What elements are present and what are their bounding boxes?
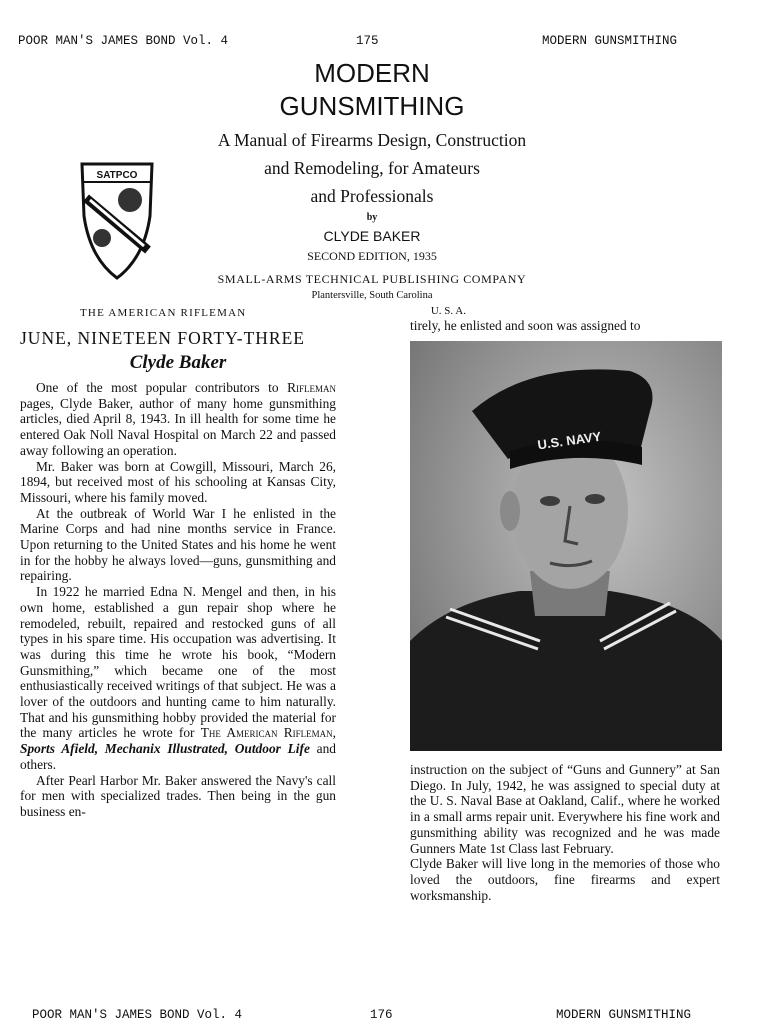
by-line: by <box>366 212 378 223</box>
book-title-line2: GUNSMITHING <box>279 91 465 121</box>
mechanix-ref: Mechanix Illustrated, Outdoor Life <box>104 741 310 757</box>
publisher-logo <box>78 158 156 282</box>
paragraph-2: Mr. Baker was born at Cowgill, Missouri, March 26, 1894, but received most of his schooling at Kansas City, Missouri, where his family moved. <box>20 458 336 505</box>
footer-page-number: 176 <box>370 1008 393 1022</box>
header-page-number: 175 <box>356 34 379 48</box>
book-publisher: SMALL-ARMS TECHNICAL PUBLISHING COMPANY <box>217 272 527 286</box>
header-chapter: MODERN GUNSMITHING <box>542 34 678 48</box>
book-subtitle-line2: and Remodeling, for Amateurs <box>264 158 480 178</box>
paragraph-4-start: In 1922 he married Edna N. Mengel and then, in his own home, established a gun repair shop where he remodeled, rebuilt, repaired and restocked guns of all types in his spare time. His occupation was advertising. It was during this time he wrote his book, “Modern Gunsmithing,” which became one of the most enthusiastically received writings of that subject. He was a lover of the outdoors and hunting came to him naturally. That and his gunsmithing hobby provided the material for the many articles he wrote for <box>20 584 336 741</box>
book-subtitle-line3: and Professionals <box>310 186 434 206</box>
paragraph-6: instruction on the subject of “Guns and Gunnery” at San Diego. In July, 1942, he was assigned to special duty at the U. S. Naval Base at Oakland, Calif., where he worked in a small arms repair unit. Everywhere his fine work and gunsmithing ability was recognized and he was made Gunners Mate 1st Class last February. <box>410 762 720 856</box>
paragraph-1-start: One of the most popular contributors to <box>36 380 288 395</box>
cap-text: U.S. NAVY <box>536 428 603 453</box>
header-series: POOR MAN'S JAMES BOND Vol. 4 <box>18 34 229 48</box>
paragraph-1 <box>20 380 336 459</box>
paragraph-4: In 1922 he married Edna N. Mengel and then, in his own home, established a gun repair shop where he remodeled, rebuilt, repaired and restocked guns of all types in his spare time. His occupation was advertising. It was during this time he wrote his book, “Modern Gunsmithing,” which became one of the most enthusiastically received writings of that subject. He was a lover of the outdoors and hunting came to him naturally. That and his gunsmithing hobby provided the material for the many articles he wrote for The American Rifleman, Sports Afield, Mechanix Illustrated, Outdoor Life and others. <box>20 584 336 772</box>
article-heading: Clyde Baker <box>129 352 227 373</box>
book-city: Plantersville, South Carolina <box>311 290 433 301</box>
footer-chapter: MODERN GUNSMITHING <box>556 1008 692 1022</box>
article-column-right <box>410 762 720 903</box>
article-date: JUNE, NINETEEN FORTY-THREE <box>20 328 305 348</box>
book-edition: SECOND EDITION, 1935 <box>307 249 437 263</box>
book-author: CLYDE BAKER <box>323 228 421 244</box>
footer-series: POOR MAN'S JAMES BOND Vol. 4 <box>32 1008 243 1022</box>
paragraph-4-end: and others. <box>20 741 336 772</box>
sailor-portrait <box>410 341 722 751</box>
right-column-start: tirely, he enlisted and soon was assigned to <box>410 318 641 333</box>
article-column-left <box>20 380 336 820</box>
paragraph-3: At the outbreak of World War I he enlisted in the Marine Corps and had nine months service in France. Upon returning to the United States and his home he went in for the hobby he always loved—guns, gunsmithing and repairing. <box>20 505 336 584</box>
paragraph-1-rest: pages, Clyde Baker, author of many home gunsmithing articles, died April 8, 1943. In ill health for some time he entered Oak Noll Naval Hospital on March 22 and passed away following an operation. <box>20 395 336 458</box>
sports-afield-ref: Sports Afield, <box>20 741 99 757</box>
book-subtitle-line1: A Manual of Firearms Design, Construction <box>217 130 527 150</box>
magazine-name: THE AMERICAN RIFLEMAN <box>80 307 247 319</box>
logo-text: SATPCO <box>96 170 138 181</box>
paragraph-5: After Pearl Harbor Mr. Baker answered the Navy's call for men with specialized trades. Then being in the gun business en- <box>20 772 336 819</box>
paragraph-7: Clyde Baker will live long in the memories of those who loved the outdoors, fine firearms and expert worksmanship. <box>410 856 720 903</box>
book-country: U. S. A. <box>430 305 466 317</box>
rifleman-ref: Rifleman <box>287 380 336 395</box>
book-title-line1: MODERN <box>314 58 430 88</box>
american-rifleman-ref: The American Rifleman <box>200 725 333 741</box>
portrait-photo <box>410 341 722 751</box>
